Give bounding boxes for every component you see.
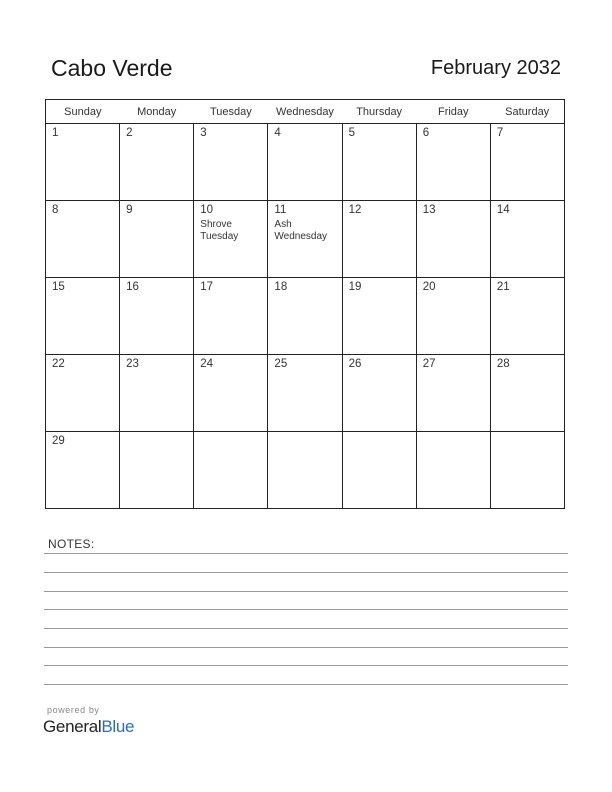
day-number: 15 bbox=[52, 281, 65, 293]
day-cell bbox=[46, 278, 120, 355]
country-title: Cabo Verde bbox=[51, 55, 173, 81]
day-cell bbox=[268, 124, 342, 201]
day-number: 14 bbox=[496, 204, 510, 216]
day-number: 22 bbox=[52, 358, 65, 370]
day-cell bbox=[342, 432, 416, 509]
weekday-thursday: Thursday bbox=[342, 100, 416, 124]
day-cell bbox=[46, 432, 120, 509]
week-row bbox=[46, 201, 565, 278]
day-cell bbox=[194, 355, 268, 432]
day-cell bbox=[268, 201, 342, 278]
day-number: 7 bbox=[496, 127, 504, 139]
day-number: 6 bbox=[422, 127, 430, 139]
day-cell bbox=[194, 201, 268, 278]
day-cell bbox=[46, 355, 120, 432]
notes-label: NOTES: bbox=[48, 537, 95, 551]
note-line bbox=[44, 665, 568, 666]
day-number: 18 bbox=[274, 281, 288, 293]
day-number: 2 bbox=[126, 127, 133, 139]
day-number: 20 bbox=[422, 281, 436, 293]
day-cell bbox=[416, 124, 490, 201]
note-line bbox=[44, 647, 568, 648]
week-row bbox=[46, 355, 565, 432]
day-cell bbox=[490, 432, 564, 509]
day-number: 25 bbox=[274, 358, 288, 370]
day-cell bbox=[342, 201, 416, 278]
note-line bbox=[44, 591, 568, 592]
day-number: 24 bbox=[200, 358, 214, 370]
day-cell bbox=[342, 278, 416, 355]
day-cell bbox=[46, 201, 120, 278]
day-number: 19 bbox=[348, 281, 362, 293]
day-number: 11 bbox=[274, 204, 287, 216]
day-number: 3 bbox=[200, 127, 207, 139]
week-row bbox=[46, 124, 565, 201]
day-number: 13 bbox=[422, 204, 436, 216]
holiday-label: Ash Wednesday bbox=[274, 219, 328, 242]
day-number: 8 bbox=[52, 204, 59, 216]
day-cell bbox=[268, 278, 342, 355]
weekday-monday: Monday bbox=[120, 100, 194, 124]
day-cell bbox=[120, 355, 194, 432]
day-cell bbox=[416, 278, 490, 355]
note-line bbox=[44, 684, 568, 685]
day-cell bbox=[490, 278, 564, 355]
holiday-label: Shrove Tuesday bbox=[200, 219, 239, 242]
day-cell bbox=[120, 432, 194, 509]
day-number: 1 bbox=[52, 127, 59, 139]
day-cell bbox=[120, 124, 194, 201]
powered-by-text: powered by bbox=[47, 705, 100, 715]
brand-logo[interactable] bbox=[43, 717, 134, 737]
day-number: 27 bbox=[422, 358, 436, 370]
week-row bbox=[46, 432, 565, 509]
day-cell bbox=[46, 124, 120, 201]
day-cell bbox=[194, 278, 268, 355]
note-line bbox=[44, 572, 568, 573]
weekday-tuesday: Tuesday bbox=[194, 100, 268, 124]
day-number: 4 bbox=[274, 127, 281, 139]
weekday-sunday: Sunday bbox=[46, 100, 120, 124]
day-cell bbox=[490, 355, 564, 432]
weekday-wednesday: Wednesday bbox=[268, 100, 342, 124]
note-line bbox=[44, 628, 568, 629]
calendar-body bbox=[46, 124, 565, 509]
day-number: 29 bbox=[52, 435, 65, 447]
day-cell bbox=[490, 124, 564, 201]
day-cell bbox=[194, 432, 268, 509]
day-number: 17 bbox=[200, 281, 214, 293]
day-number: 23 bbox=[126, 358, 139, 370]
brand-blue-text: Blue bbox=[101, 717, 135, 736]
day-number: 28 bbox=[496, 358, 510, 370]
day-number: 9 bbox=[126, 204, 133, 216]
day-number: 5 bbox=[348, 127, 355, 139]
weekday-saturday: Saturday bbox=[490, 100, 564, 124]
day-number: 21 bbox=[496, 281, 510, 293]
day-number: 12 bbox=[348, 204, 362, 216]
week-row bbox=[46, 278, 565, 355]
day-cell bbox=[268, 432, 342, 509]
day-number: 16 bbox=[126, 281, 139, 293]
day-cell bbox=[120, 201, 194, 278]
day-cell bbox=[416, 355, 490, 432]
day-cell bbox=[416, 201, 490, 278]
brand-general-text: General bbox=[43, 717, 102, 736]
weekday-header-row bbox=[46, 100, 565, 124]
day-number: 26 bbox=[348, 358, 362, 370]
day-cell bbox=[268, 355, 342, 432]
day-number: 10 bbox=[200, 204, 214, 216]
day-cell bbox=[120, 278, 194, 355]
weekday-friday: Friday bbox=[416, 100, 490, 124]
day-cell bbox=[194, 124, 268, 201]
note-line bbox=[44, 553, 568, 554]
day-cell bbox=[342, 124, 416, 201]
day-cell bbox=[416, 432, 490, 509]
calendar-grid bbox=[45, 99, 565, 509]
day-cell bbox=[342, 355, 416, 432]
month-year-title: February 2032 bbox=[430, 57, 561, 79]
day-cell bbox=[490, 201, 564, 278]
note-line bbox=[44, 609, 568, 610]
